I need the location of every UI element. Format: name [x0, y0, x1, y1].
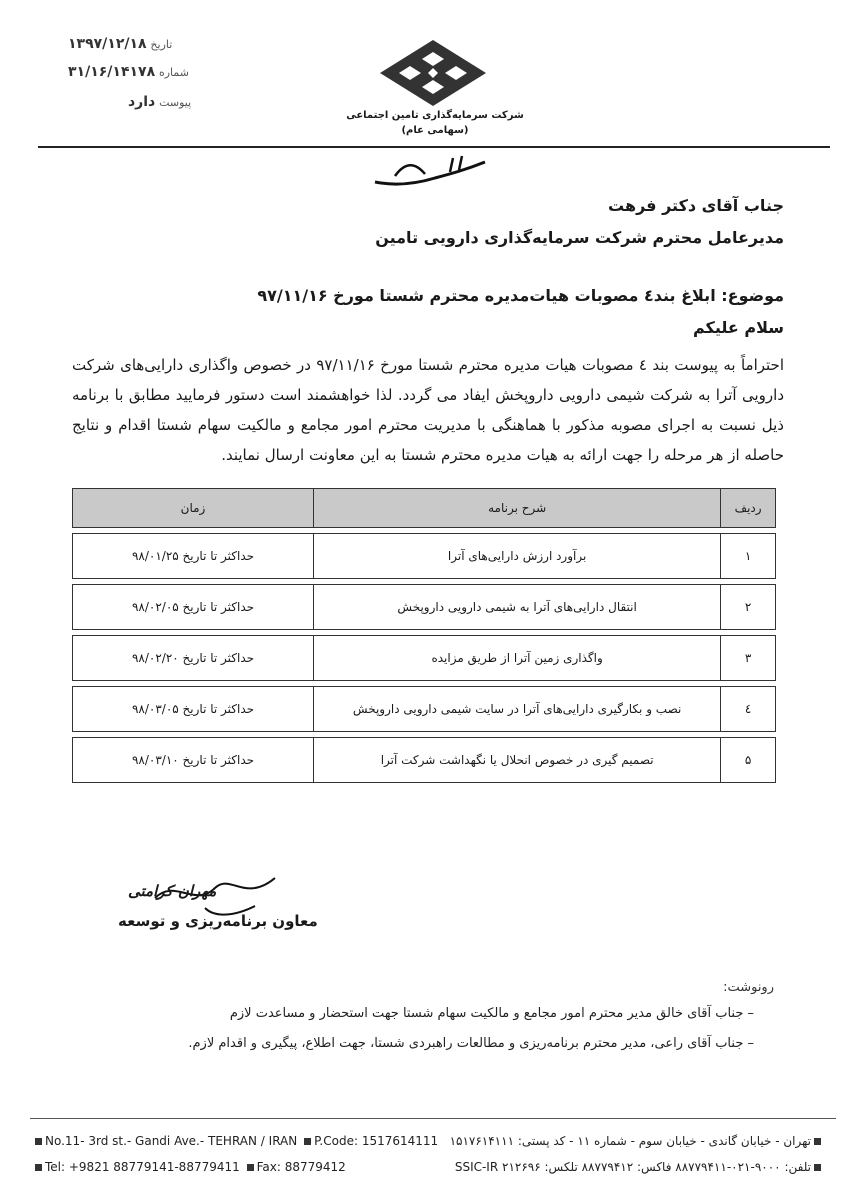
program-table [72, 488, 776, 783]
row-time: حداکثر تا تاریخ ۹۸/۰۲/۰۵ [73, 585, 314, 630]
table-row [73, 585, 776, 630]
header-divider [38, 146, 830, 148]
bullet-square-icon [247, 1164, 254, 1171]
bullet-square-icon [814, 1164, 821, 1171]
bullet-square-icon [814, 1138, 821, 1145]
company-name [330, 108, 540, 138]
footer-address-en [32, 1134, 438, 1148]
bismillah-calligraphy [355, 152, 515, 192]
company-name-line2: (سهامی عام) [401, 125, 469, 136]
cc-item: – جناب آقای خالق مدیر محترم امور مجامع و مالکیت سهام شستا جهت استحضار و مساعدت لازم [229, 1006, 754, 1021]
row-number: ٤ [721, 687, 776, 732]
footer-contact-fa-text: تلفن: ۹۰۰۰-۰۲۱-۸۸۷۷۹۴۱۱ فاکس: ۸۸۷۷۹۴۱۲ تلکس: SSIC-IR ۲۱۲۶۹۶ [454, 1160, 811, 1174]
date-value: ۱۳۹۷/۱۲/۱۸ [68, 36, 147, 52]
footer-tel-en: Tel: +9821 88779141-88779411 [45, 1160, 240, 1174]
row-time: حداکثر تا تاریخ ۹۸/۰۳/۱۰ [73, 738, 314, 783]
row-time: حداکثر تا تاریخ ۹۸/۰۱/۲۵ [73, 534, 314, 579]
footer-address-fa-text: تهران - خیابان گاندی - خیابان سوم - شماره ۱۱ - کد پستی: ۱۵۱۷۶۱۴۱۱۱ [449, 1134, 811, 1148]
letter-body: احتراماً به پیوست بند ٤ مصوبات هیات مدیره محترم شستا مورخ ۹۷/۱۱/۱۶ در خصوص واگذاری دارایی‌های شرکت دارویی آترا به شرکت شیمی دارویی داروپخش ایفاد می گردد. لذا خواهشمند است دستور فرمایید مطابق با برنامه ذیل نسبت به اجرای مصوبه مذکور با هماهنگی با مدیریت محترم امور مجامع و مالکیت سهام شستا اقدام و نتایج حاصله از هر مرحله را جهت ارائه به هیات مدیره محترم شستا به این معاونت ارسال نمایند. [72, 356, 784, 464]
header-time: زمان [73, 489, 314, 528]
footer-address-fa [450, 1134, 824, 1148]
number-value: ۳۱/۱۶/۱۴۱۷۸ [68, 64, 156, 80]
header-description: شرح برنامه [314, 489, 721, 528]
row-time: حداکثر تا تاریخ ۹۸/۰۲/۲۰ [73, 636, 314, 681]
row-description: برآورد ارزش دارایی‌های آترا [314, 534, 721, 579]
company-name-line1: شرکت سرمایه‌گذاری تامین اجتماعی [346, 110, 524, 121]
attachment-value: دارد [128, 94, 156, 110]
attachment-label: پیوست [159, 96, 192, 109]
date-label: تاریخ [150, 38, 173, 51]
row-number: ۵ [721, 738, 776, 783]
row-time: حداکثر تا تاریخ ۹۸/۰۳/۰۵ [73, 687, 314, 732]
footer-fax-en: Fax: 88779412 [256, 1160, 346, 1174]
letter-subject: موضوع: ابلاغ بند٤ مصوبات هیات‌مدیره محترم شستا مورخ ۹۷/۱۱/۱۶ [257, 286, 784, 305]
bullet-square-icon [304, 1138, 311, 1145]
attachment-row [122, 94, 191, 110]
bullet-square-icon [35, 1138, 42, 1145]
footer-postcode-en: P.Code: 1517614111 [314, 1134, 439, 1148]
number-label: شماره [158, 66, 189, 79]
row-number: ۲ [721, 585, 776, 630]
footer-contact-en [32, 1160, 346, 1174]
footer-contact-fa [455, 1160, 824, 1174]
bullet-square-icon [35, 1164, 42, 1171]
recipient-name: جناب آقای دکتر فرهت [608, 196, 784, 215]
date-row [62, 36, 172, 52]
cc-item: – جناب آقای راعی، مدیر محترم برنامه‌ریزی و مطالعات راهبردی شستا، جهت اطلاع، پیگیری و اقدام لازم. [188, 1036, 754, 1051]
header-row-number: ردیف [721, 489, 776, 528]
table-header-row [73, 489, 776, 528]
table-row [73, 738, 776, 783]
table-row [73, 687, 776, 732]
row-description: انتقال دارایی‌های آترا به شیمی دارویی داروپخش [314, 585, 721, 630]
footer-divider [30, 1118, 836, 1119]
bismillah-logo [355, 152, 515, 192]
number-row [62, 64, 189, 80]
table-row [73, 534, 776, 579]
row-description: واگذاری زمین آترا از طریق مزایده [314, 636, 721, 681]
row-number: ۱ [721, 534, 776, 579]
row-number: ۳ [721, 636, 776, 681]
recipient-title: مدیرعامل محترم شرکت سرمایه‌گذاری دارویی تامین [375, 228, 784, 247]
row-description: نصب و بکارگیری دارایی‌های آترا در سایت شیمی دارویی داروپخش [314, 687, 721, 732]
table-row [73, 636, 776, 681]
cc-label: رونوشت: [723, 980, 774, 995]
signatory-name: مهران کرامتی [128, 882, 217, 900]
logo-diamond-icon [378, 38, 488, 108]
signatory-title: معاون برنامه‌ریزی و توسعه [118, 912, 318, 930]
footer-address-en-text: No.11- 3rd st.- Gandi Ave.- TEHRAN / IRAN [45, 1134, 298, 1148]
row-description: تصمیم گیری در خصوص انحلال یا نگهداشت شرکت آترا [314, 738, 721, 783]
letter-greeting: سلام علیکم [692, 318, 784, 337]
